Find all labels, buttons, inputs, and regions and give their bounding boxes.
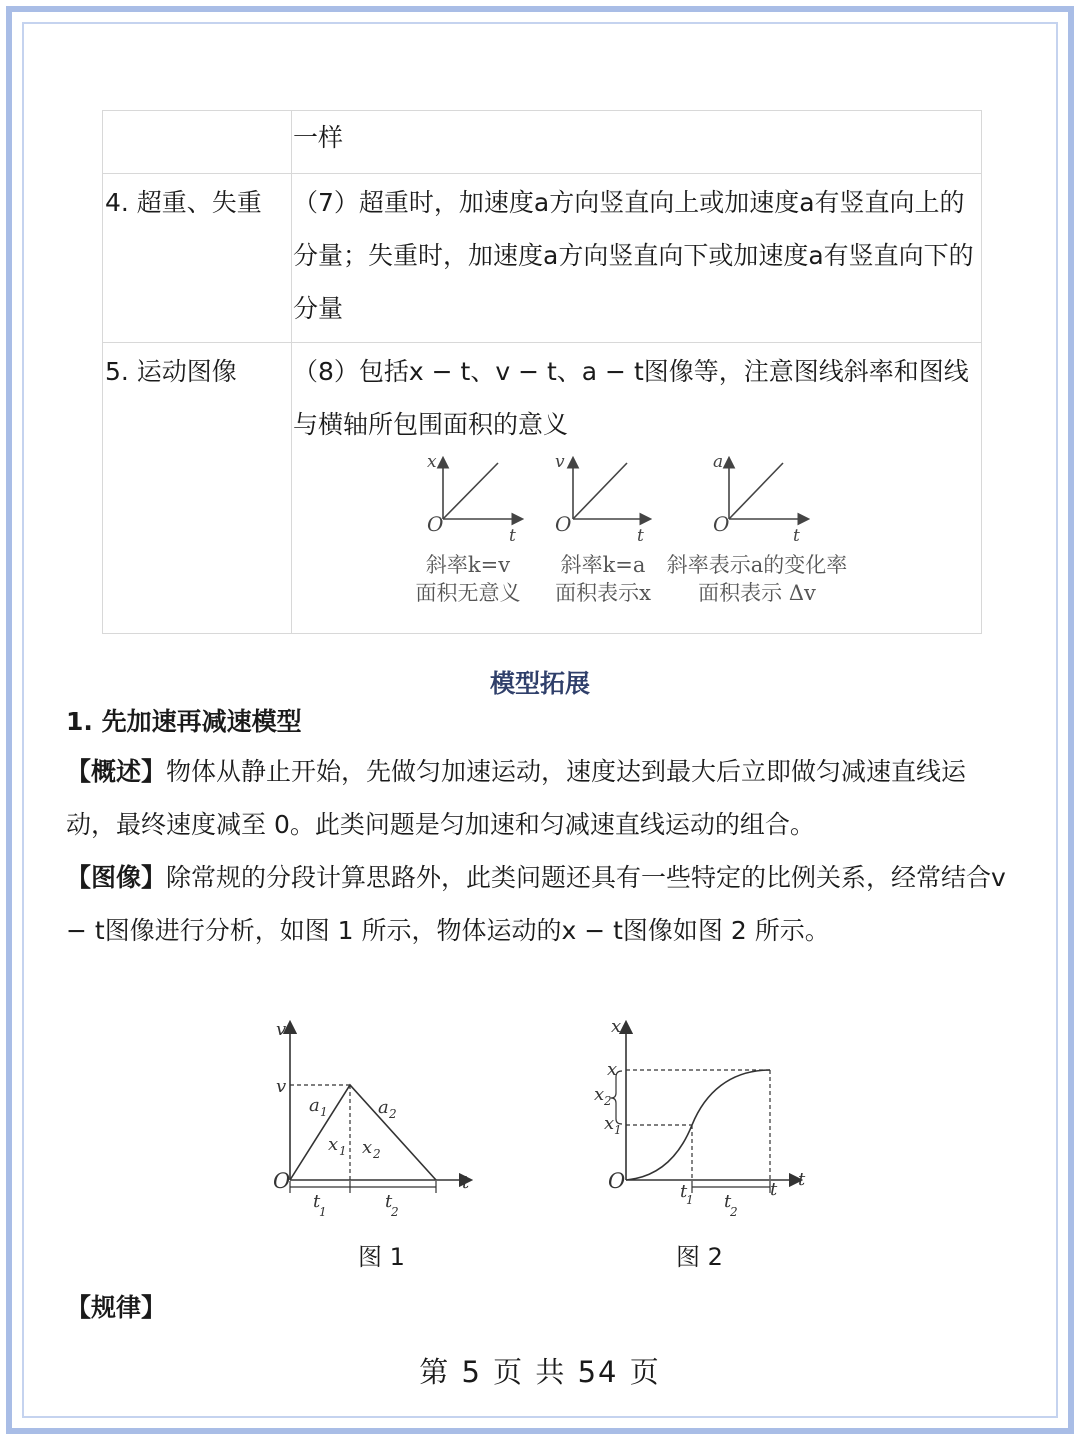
- fig2-top-label: x: [607, 1059, 618, 1080]
- mini3-origin: O: [713, 512, 730, 536]
- row-label: 5. 运动图像: [103, 343, 292, 634]
- knowledge-table: [102, 110, 982, 634]
- fig2-x1: x: [604, 1113, 615, 1134]
- overview-paragraph: [66, 745, 1016, 851]
- row-content: （8）包括x − t、v − t、a − t图像等，注意图线斜率和图线与横轴所包围面积的意义: [293, 357, 969, 439]
- figures: [0, 1005, 1080, 1275]
- row-label: 4. 超重、失重: [103, 174, 292, 343]
- page-footer: 第 5 页 共 54 页: [419, 1355, 661, 1389]
- fig2-t1: t: [680, 1181, 688, 1202]
- mini2-caption-1: 斜率k=a: [560, 553, 646, 577]
- fig1-t2-sub: 2: [391, 1205, 399, 1219]
- fig1-t1-sub: 1: [319, 1205, 327, 1219]
- fig1-t1: t: [313, 1191, 321, 1212]
- mini2-x-label: t: [637, 526, 644, 546]
- image-tag: 【图像】: [66, 863, 167, 892]
- fig1-a2-sub: 2: [389, 1107, 397, 1121]
- mini-graphs: [293, 451, 981, 626]
- mini1-caption-1: 斜率k=v: [425, 553, 511, 577]
- mini2-origin: O: [555, 512, 572, 536]
- fig1-a1: a: [309, 1095, 320, 1116]
- fig1-x-label: t: [462, 1172, 470, 1193]
- fig1-peak-label: v: [276, 1076, 287, 1097]
- image-paragraph: [66, 851, 1016, 957]
- fig1-a1-sub: 1: [320, 1105, 328, 1119]
- rule-tag: 【规律】: [66, 1293, 167, 1322]
- overview-text: 物体从静止开始，先做匀加速运动，速度达到最大后立即做匀减速直线运动，最终速度减至 0。此类问题是匀加速和匀减速直线运动的组合。: [66, 757, 967, 839]
- fig2-x-label: t: [798, 1169, 806, 1190]
- fig1-caption: 图 1: [358, 1243, 405, 1271]
- mini3-x-label: t: [793, 526, 800, 546]
- mini3-y-label: a: [713, 452, 724, 472]
- mini1-x-label: t: [509, 526, 516, 546]
- fig2-x2-sub: 2: [604, 1094, 612, 1108]
- fig1-origin: O: [273, 1169, 291, 1193]
- fig2-t1-sub: 1: [686, 1193, 694, 1207]
- fig1-x2: x: [362, 1137, 373, 1158]
- fig1-t2: t: [385, 1191, 393, 1212]
- model-heading: 1. 先加速再减速模型: [66, 707, 302, 736]
- overview-tag: 【概述】: [66, 757, 167, 786]
- table-row: [103, 343, 982, 634]
- mini1-origin: O: [427, 512, 444, 536]
- fig2-y-label: x: [611, 1016, 622, 1037]
- mini1-caption-2: 面积无意义: [415, 581, 521, 605]
- fig2-x1-sub: 1: [614, 1123, 622, 1137]
- fig2-t2-sub: 2: [730, 1205, 738, 1219]
- fig1-y-label: v: [276, 1019, 287, 1040]
- fig2-origin: O: [608, 1169, 626, 1193]
- fig2-t-end: t: [770, 1179, 778, 1200]
- image-text: 除常规的分段计算思路外，此类问题还具有一些特定的比例关系，经常结合v − t图像进行分析，如图 1 所示，物体运动的x − t图像如图 2 所示。: [66, 863, 1006, 945]
- table-row: [103, 174, 982, 343]
- mini2-y-label: v: [555, 452, 565, 472]
- fig2-x2: x: [594, 1084, 605, 1105]
- section-title: 模型拓展: [489, 669, 590, 698]
- fig2-graph: [611, 1023, 800, 1193]
- row-content: 一样: [292, 111, 982, 174]
- fig1-x1: x: [328, 1134, 339, 1155]
- mini3-caption-2: 面积表示 Δv: [698, 581, 816, 605]
- figures-svg: [0, 1005, 1080, 1275]
- table-row: [103, 111, 982, 174]
- mini-graph-2: [573, 459, 649, 519]
- row-content-cell: [292, 343, 982, 634]
- mini-graph-1: [443, 459, 521, 519]
- row-content: （7）超重时，加速度a方向竖直向上或加速度a有竖直向上的分量；失重时，加速度a方向竖直向下或加速度a有竖直向下的分量: [292, 174, 982, 343]
- fig2-caption: 图 2: [676, 1243, 723, 1271]
- row-label: [103, 111, 292, 174]
- mini3-caption-1: 斜率表示a的变化率: [666, 553, 848, 577]
- mini-graph-3: [729, 459, 807, 519]
- mini1-y-label: x: [427, 452, 437, 472]
- fig1-x2-sub: 2: [373, 1147, 381, 1161]
- fig2-t2: t: [724, 1191, 732, 1212]
- mini2-caption-2: 面积表示x: [555, 581, 651, 605]
- fig1-a2: a: [378, 1097, 389, 1118]
- fig1-x1-sub: 1: [339, 1144, 347, 1158]
